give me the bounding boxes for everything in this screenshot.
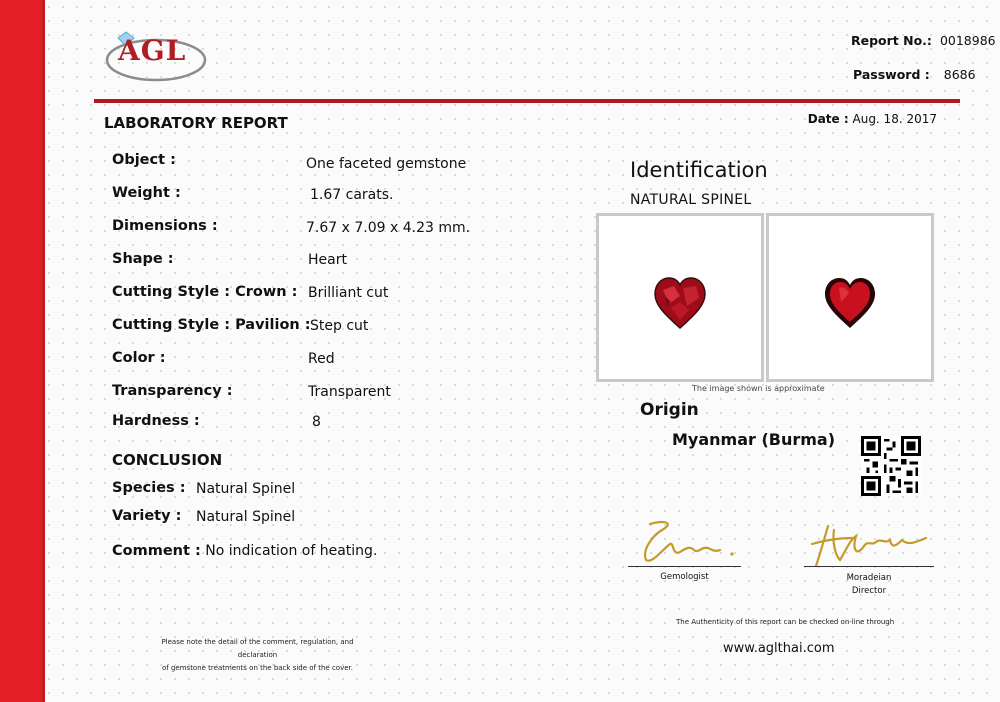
image-approximate-note: The image shown is approximate <box>692 384 825 393</box>
comment-value: No indication of heating. <box>205 543 378 559</box>
variety-value: Natural Spinel <box>196 509 296 525</box>
pavilion-value: Step cut <box>310 318 369 334</box>
origin-label: Origin <box>640 400 699 420</box>
gemologist-signature-line <box>628 566 741 567</box>
origin-value: Myanmar (Burma) <box>672 430 836 449</box>
password-value: 8686 <box>943 67 976 82</box>
conclusion-title: CONCLUSION <box>112 451 223 469</box>
weight-label: Weight : <box>112 185 181 201</box>
gem-photo-step <box>766 213 934 382</box>
report-number-label: Report No.: <box>851 33 932 48</box>
transparency-value: Transparent <box>308 384 391 400</box>
website-link[interactable]: www.aglthai.com <box>723 641 835 656</box>
hardness-value: 8 <box>312 414 321 430</box>
pavilion-label: Cutting Style : Pavilion : <box>112 317 311 333</box>
director-name: Moradeian <box>846 573 892 583</box>
dimensions-label: Dimensions : <box>112 218 218 234</box>
shape-label: Shape : <box>112 251 174 267</box>
object-value: One faceted gemstone <box>306 156 467 172</box>
species-label: Species : <box>112 480 186 496</box>
password <box>853 67 976 82</box>
report-number-value: 0018986 <box>939 33 996 48</box>
report-date <box>808 112 937 126</box>
qr-code[interactable] <box>861 436 921 496</box>
director-signature-line <box>804 566 934 567</box>
note-line: Please note the detail of the comment, regulation, and declaration <box>161 638 354 659</box>
comment <box>112 543 377 559</box>
side-red-stripe <box>0 0 42 702</box>
comment-label: Comment : <box>112 543 201 559</box>
note-line: of gemstone treatments on the back side of the cover. <box>162 664 353 672</box>
hardness-label: Hardness : <box>112 413 200 429</box>
logo-text: AGL <box>118 34 187 67</box>
shape-value: Heart <box>308 252 347 268</box>
password-label: Password : <box>853 67 930 82</box>
variety-label: Variety : <box>112 508 182 524</box>
gem-heart-step-image <box>769 216 931 379</box>
transparency-label: Transparency : <box>112 383 233 399</box>
side-red-stripe-edge <box>42 0 45 702</box>
date-value: Aug. 18. 2017 <box>852 112 937 126</box>
back-side-note <box>150 636 365 675</box>
species-value: Natural Spinel <box>196 481 296 497</box>
identification-species: NATURAL SPINEL <box>630 192 752 208</box>
dimensions-value: 7.67 x 7.09 x 4.23 mm. <box>306 220 471 236</box>
crown-label: Cutting Style : Crown : <box>112 284 298 300</box>
crown-value: Brilliant cut <box>308 285 389 301</box>
report-number <box>851 33 996 48</box>
gem-heart-faceted-image <box>599 216 761 379</box>
gemologist-label: Gemologist <box>660 572 709 582</box>
authenticity-note: The Authenticity of this report can be checked on-line through <box>676 618 895 626</box>
header-rule <box>94 99 960 103</box>
object-label: Object : <box>112 152 176 168</box>
date-label: Date : <box>807 112 849 126</box>
gemologist-signature <box>632 516 740 568</box>
report-title: LABORATORY REPORT <box>104 114 288 132</box>
identification-title: Identification <box>630 158 768 182</box>
color-label: Color : <box>112 350 166 366</box>
director-signature <box>806 516 934 570</box>
director-title: Director <box>851 586 887 596</box>
gem-photo-faceted <box>596 213 764 382</box>
color-value: Red <box>308 351 335 367</box>
weight-value: 1.67 carats. <box>310 187 394 203</box>
director-block <box>804 572 934 598</box>
